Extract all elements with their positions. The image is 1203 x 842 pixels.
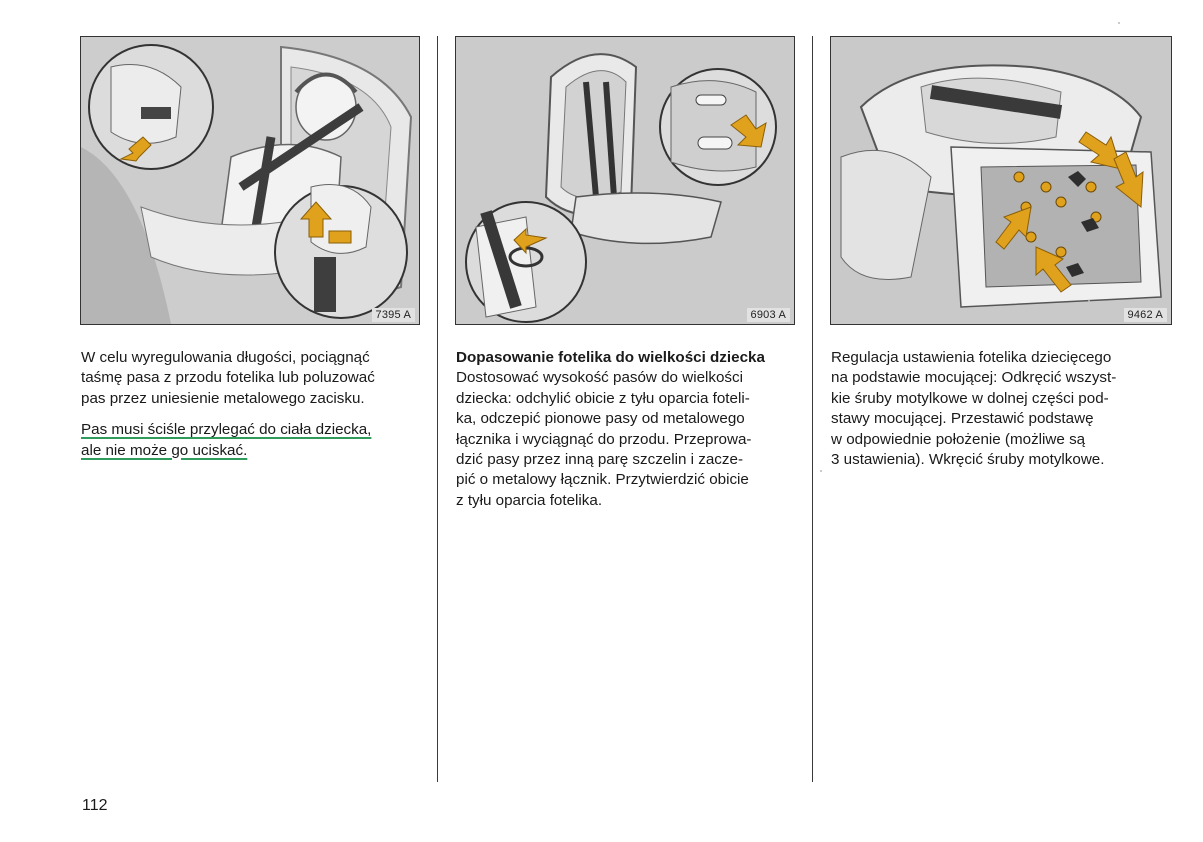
body-line: dzić pasy przez inną parę szczelin i zacze- — [456, 451, 743, 469]
body-line: ka, odczepić pionowe pasy od metalowego — [456, 410, 745, 428]
warning-line: Pas musi ściśle przylegać do ciała dziecka, — [81, 421, 372, 439]
column-divider-2 — [812, 36, 813, 782]
figure-code: 6903 A — [747, 308, 790, 322]
column-1-text — [81, 348, 421, 461]
body-line: na podstawie mocującej: Odkręcić wszyst- — [831, 369, 1117, 387]
column-divider-1 — [437, 36, 438, 782]
body-line: z tyłu oparcia fotelika. — [456, 491, 603, 509]
column-3-text — [831, 348, 1176, 470]
body-line: 3 ustawienia). Wkręcić śruby motylkowe. — [831, 451, 1105, 469]
body-line: pas przez uniesienie metalowego zacisku. — [81, 389, 365, 407]
scan-speck — [820, 470, 822, 472]
warning-note — [81, 420, 421, 461]
body-line: w odpowiednie położenie (możliwe są — [831, 430, 1086, 448]
body-line: Regulacja ustawienia fotelika dziecięcego — [831, 349, 1112, 366]
figure-code: 9462 A — [1124, 308, 1167, 322]
illustration-mounting-base — [831, 37, 1171, 324]
body-line: pić o metalowy łącznik. Przytwierdzić obicie — [456, 471, 749, 489]
scan-speck — [1118, 22, 1120, 24]
body-line: kie śruby motylkowe w dolnej części pod- — [831, 389, 1109, 407]
scan-speck — [1088, 300, 1090, 302]
figure-belt-length — [80, 36, 420, 325]
body-line: dziecka: odchylić obicie z tyłu oparcia foteli- — [456, 389, 750, 407]
warning-line: ale nie może go uciskać. — [81, 441, 248, 459]
page-number: 112 — [82, 797, 108, 814]
figure-base-position — [830, 36, 1172, 325]
body-line: stawy mocującej. Przestawić podstawę — [831, 410, 1094, 428]
section-heading: Dopasowanie fotelika do wielkości dziecka — [456, 349, 765, 366]
illustration-child-seat-belt — [81, 37, 419, 324]
figure-harness-height — [455, 36, 795, 325]
figure-code: 7395 A — [372, 308, 415, 322]
illustration-harness-slots — [456, 37, 794, 324]
body-line: Dostosować wysokość pasów do wielkości — [456, 369, 743, 387]
body-line: W celu wyregulowania długości, pociągnąć — [81, 349, 370, 366]
body-line: łącznika i wyciągnąć do przodu. Przeprowa- — [456, 430, 752, 448]
body-line: taśmę pasa z przodu fotelika lub poluzować — [81, 369, 375, 387]
column-2-text — [456, 348, 801, 511]
